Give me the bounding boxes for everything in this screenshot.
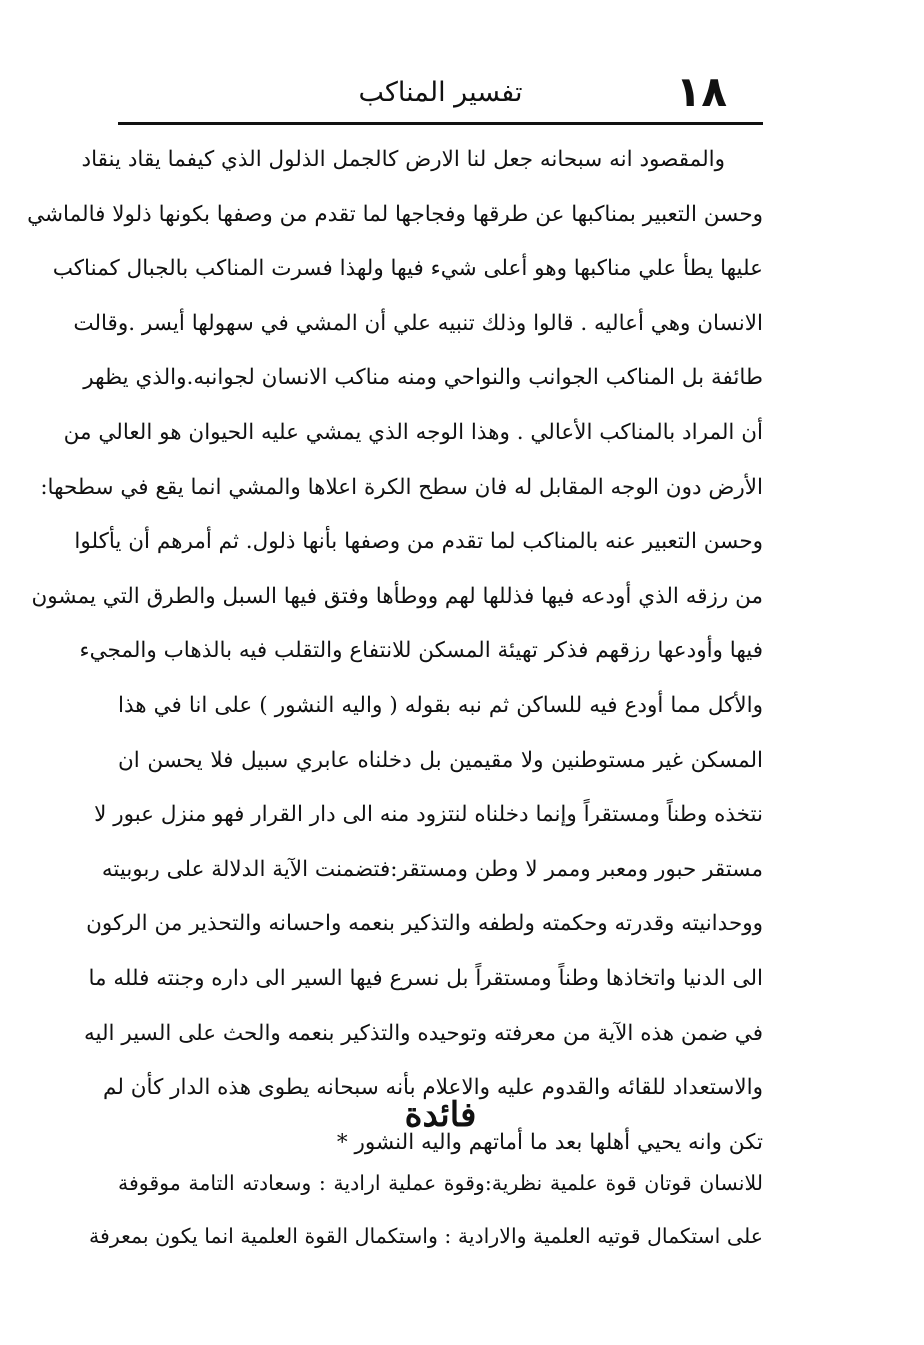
page-number: ١٨ bbox=[675, 67, 727, 116]
text-line: طائفة بل المناكب الجوانب والنواحي ومنه مناكب الانسان لجوانبه.والذي يظهر bbox=[83, 365, 763, 391]
section-text bbox=[89, 1157, 763, 1263]
text-line: والمقصود انه سبحانه جعل لنا الارض كالجمل الذلول الذي كيفما يقاد ينقاد bbox=[81, 147, 725, 172]
text-line: وحسن التعبير عنه بالمناكب لما تقدم من وصفها بأنها ذلول. ثم أمرهم أن يأكلوا bbox=[74, 529, 763, 555]
text-line: المسكن غير مستوطنين ولا مقيمين بل دخلناه عابري سبيل فلا يحسن ان bbox=[118, 747, 763, 773]
text-line: وحسن التعبير بمناكبها عن طرقها وفجاجها لما تقدم من وصفها بكونها ذلولا فالماشي bbox=[27, 201, 763, 227]
text-line: عليها يطأ علي مناكبها وهو أعلى شيء فيها ولهذا فسرت المناكب بالجبال كمناكب bbox=[52, 256, 763, 282]
text-line: من رزقه الذي أودعه فيها فذللها لهم ووطأها وفتق فيها السبل والطرق التي يمشون bbox=[31, 583, 763, 609]
page-header bbox=[118, 67, 763, 117]
text-line: الى الدنيا واتخاذها وطناً ومستقراً بل نسرع فيها السير الى داره وجنته فلله ما bbox=[88, 965, 763, 991]
text-line: فيها وأودعها رزقهم فذكر تهيئة المسكن للانتفاع والتقلب فيه بالذهاب والمجيء bbox=[79, 638, 763, 664]
text-line: نتخذه وطناً ومستقراً وإنما دخلناه لنتزود منه الى دار القرار فهو منزل عبور لا bbox=[94, 802, 763, 828]
text-line: والاستعداد للقائه والقدوم عليه والاعلام بأنه سبحانه يطوى هذه الدار كأن لم bbox=[103, 1075, 763, 1101]
text-line: مستقر حبور ومعبر وممر لا وطن ومستقر:فتضمنت الآية الدلالة على ربوبيته bbox=[101, 856, 763, 882]
text-line: في ضمن هذه الآية من معرفته وتوحيده والتذكير بنعمه والحث على السير اليه bbox=[83, 1020, 763, 1046]
text-line: تكن وانه يحيي أهلها بعد ما أماتهم واليه النشور * bbox=[336, 1129, 763, 1155]
body-text bbox=[27, 133, 763, 1170]
text-line: والأكل مما أودع فيه للساكن ثم نبه بقوله ( واليه النشور ) على انا في هذا bbox=[118, 692, 763, 718]
text-line: الانسان وهي أعاليه . قالوا وذلك تنبيه علي أن المشي في سهولها أيسر .وقالت bbox=[73, 310, 763, 336]
book-page bbox=[27, 55, 763, 1305]
text-line: للانسان قوتان قوة علمية نظرية:وقوة عملية ارادية : وسعادته التامة موقوفة bbox=[118, 1171, 763, 1195]
running-title: تفسير المناكب bbox=[358, 77, 523, 108]
text-line: الأرض دون الوجه المقابل له فان سطح الكرة اعلاها والمشي انما يقع في سطحها: bbox=[40, 474, 763, 500]
section-heading: فائدة bbox=[404, 1095, 477, 1135]
header-rule bbox=[118, 122, 763, 125]
text-line: أن المراد بالمناكب الأعالي . وهذا الوجه الذي يمشي عليه الحيوان هو العالي من bbox=[63, 419, 763, 445]
text-line: ووحدانيته وقدرته وحكمته ولطفه والتذكير بنعمه واحسانه والتحذير من الركون bbox=[86, 911, 763, 937]
text-line: على استكمال قوتيه العلمية والارادية : واستكمال القوة العلمية انما يكون بمعرفة bbox=[89, 1224, 763, 1248]
